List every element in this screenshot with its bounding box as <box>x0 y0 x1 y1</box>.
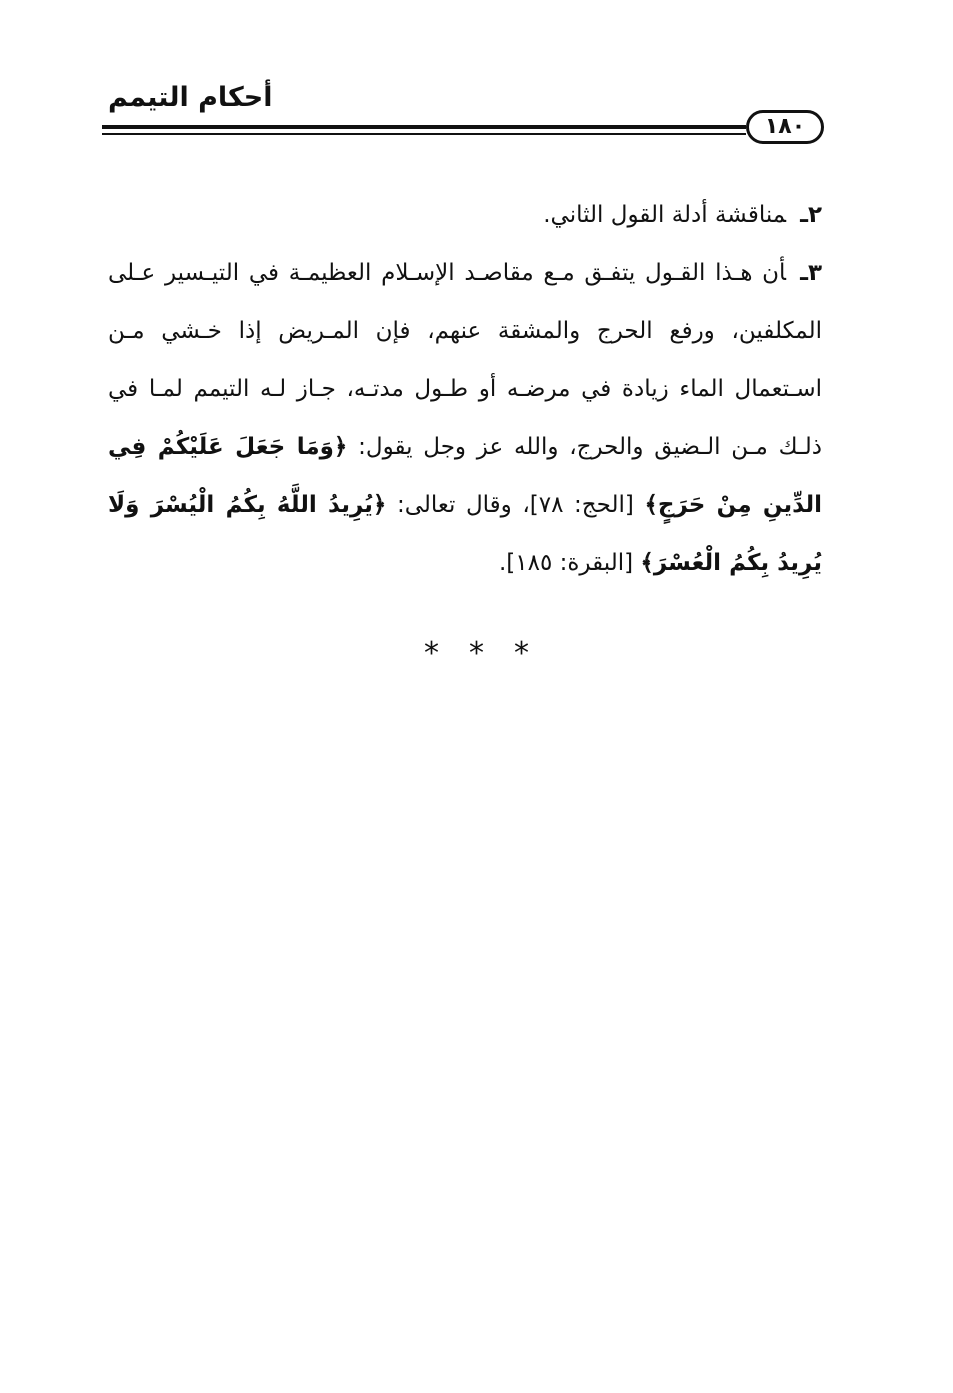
page-number-badge <box>746 110 824 144</box>
quran-verse: ﴿وَمَا جَعَلَ عَلَيْكُمْ فِي الدِّينِ مِنْ حَرَجٍ﴾ <box>108 434 822 518</box>
section-separator: *** <box>424 636 559 671</box>
item-text: أن هـذا القـول يتفـق مـع مقاصـد الإسـلام العظيمـة في التيـسير عـلى المكلفين، ورفع الحرج والمشقة عنهم، فإن المـريض إذا خـشي مـن اسـتعمال الماء زيادة في مرضـه أو طـول مدتـه، جـاز لـه التيمم لمـا في ذلـك مـن الـضيق والحرج، والله عز وجل يقول: <box>108 260 822 460</box>
running-title: أحكام التيمم <box>108 82 273 113</box>
verse-reference: [الحج: ٧٨]، وقال تعالى: <box>386 492 645 518</box>
body-text <box>108 186 822 592</box>
item-number: ٣ـ <box>800 260 822 286</box>
page-header <box>100 76 824 156</box>
item-text: مناقشة أدلة القول الثاني. <box>543 202 787 228</box>
list-item <box>108 244 822 592</box>
header-rule-thick <box>102 125 746 129</box>
header-rule-thin <box>102 133 746 135</box>
quran-verse: ﴿يُرِيدُ اللَّهُ بِكُمُ الْيُسْرَ وَلَا يُرِيدُ بِكُمُ الْعُسْرَ﴾ <box>108 492 822 576</box>
list-item <box>108 186 822 244</box>
item-number: ٢ـ <box>800 202 822 228</box>
page-number: ١٨٠ <box>764 114 806 139</box>
verse-reference: [البقرة: ١٨٥]. <box>498 550 641 576</box>
